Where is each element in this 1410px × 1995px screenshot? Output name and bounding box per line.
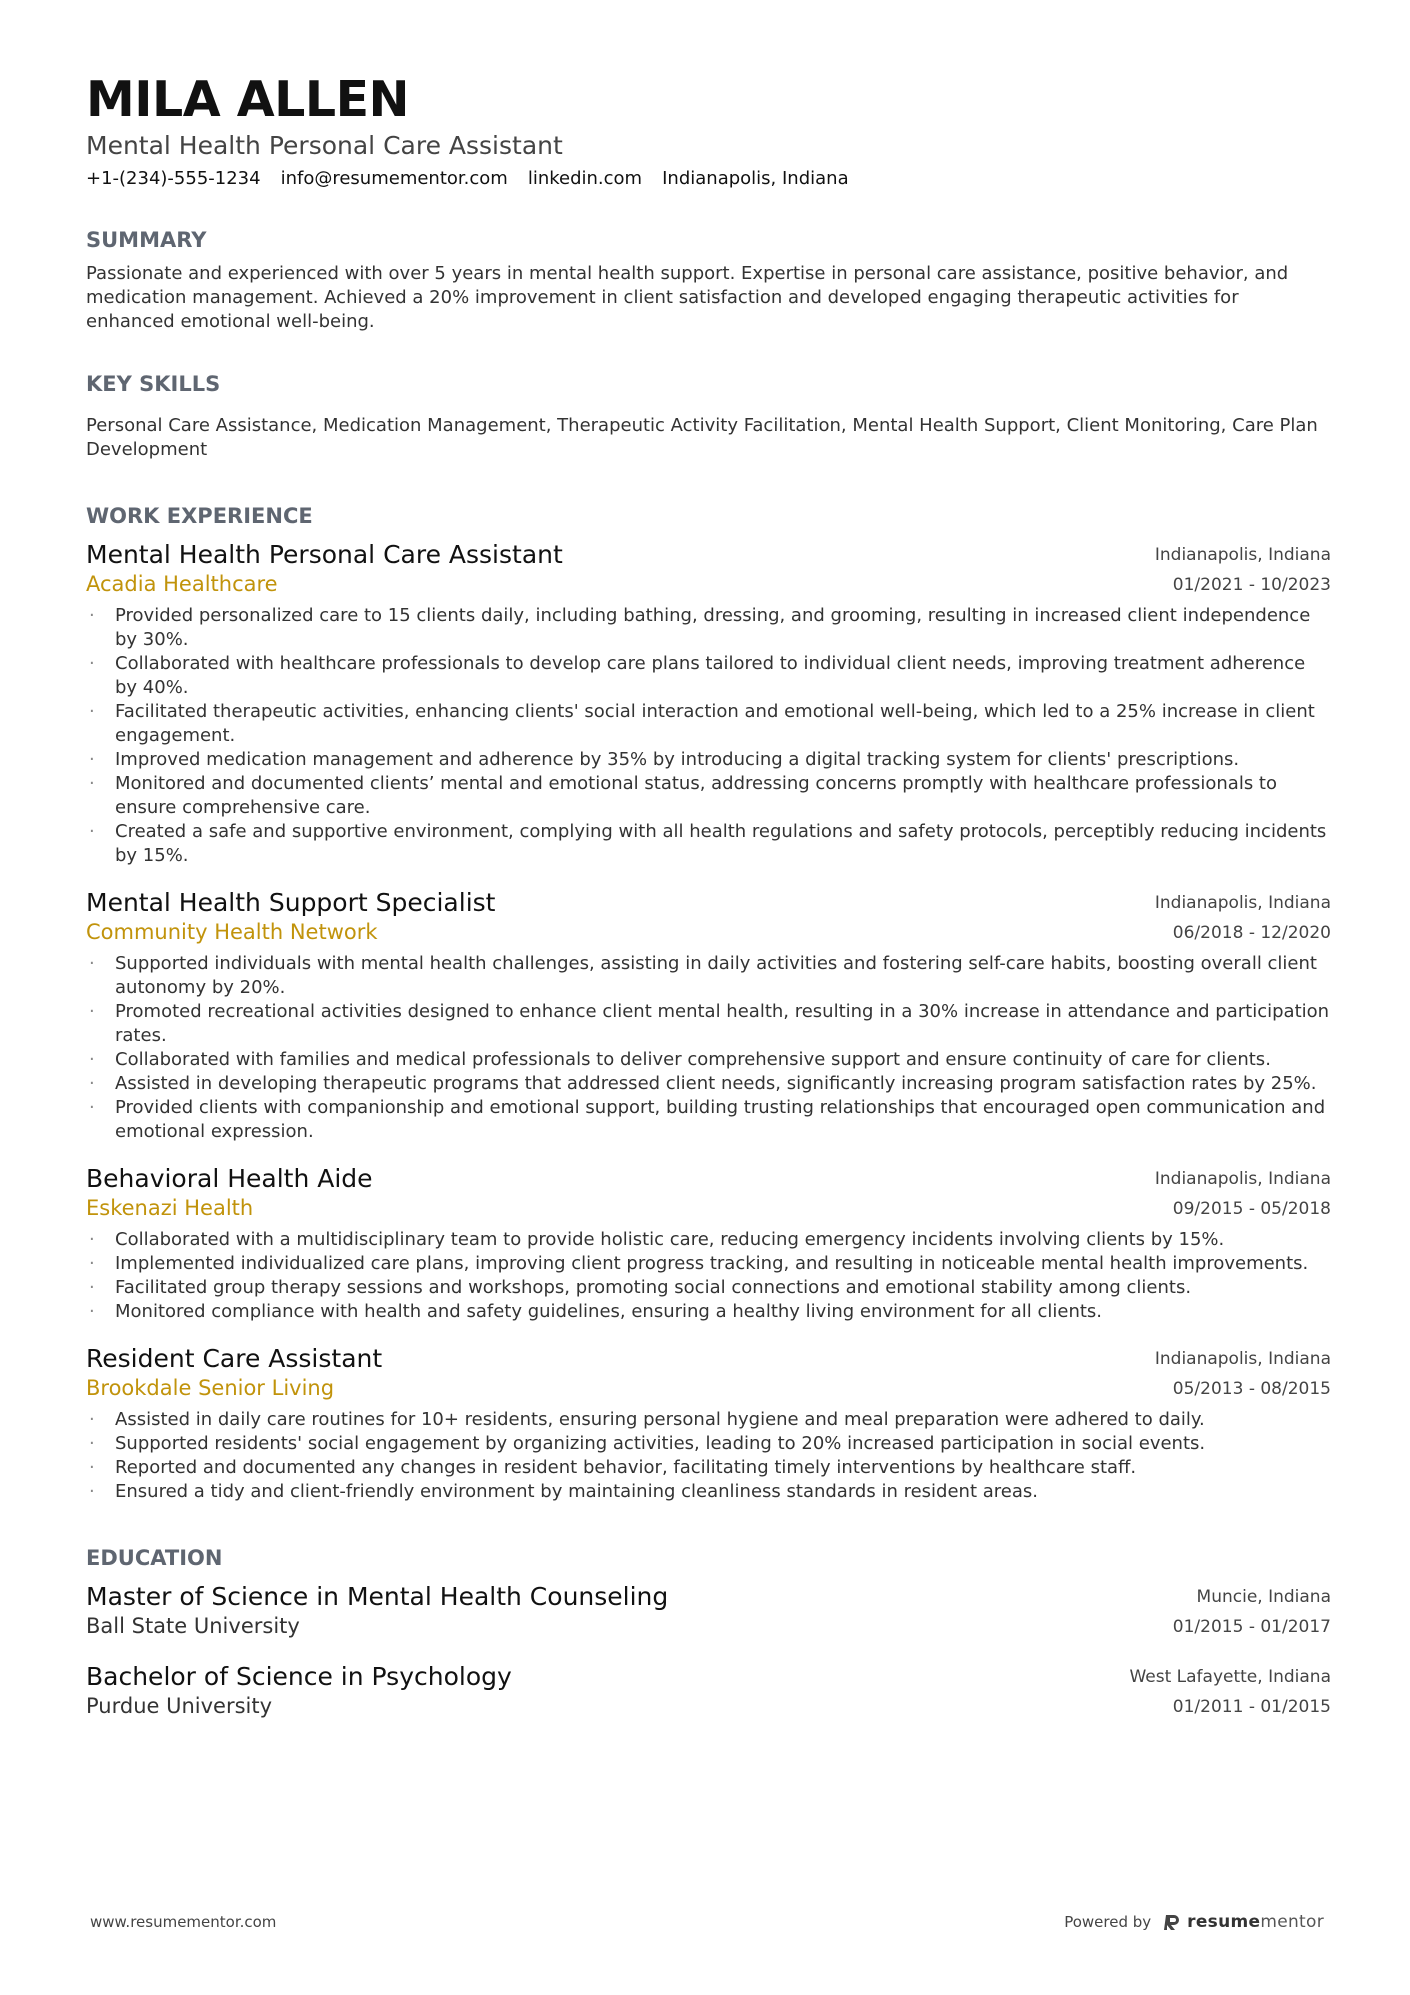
job-location: Indianapolis, Indiana xyxy=(1154,1349,1331,1369)
job-bullet: · Provided clients with companionship and emotional support, building trusting relationships that encouraged open communication and emotional expression. xyxy=(86,1096,1331,1144)
contact-linkedin[interactable]: linkedin.com xyxy=(527,168,643,189)
job-dates: 01/2021 - 10/2023 xyxy=(1172,575,1331,595)
school-name: Purdue University xyxy=(86,1694,273,1718)
degree-name: Bachelor of Science in Psychology xyxy=(86,1662,512,1691)
job-bullet: · Reported and documented any changes in resident behavior, facilitating timely interventions by healthcare staff. xyxy=(86,1456,1331,1480)
job-header xyxy=(86,1164,1331,1224)
job-bullets xyxy=(86,604,1331,868)
summary-section xyxy=(86,226,1331,334)
job-bullet: · Assisted in developing therapeutic programs that addressed client needs, significantly increasing program satisfaction rates by 25%. xyxy=(86,1072,1331,1096)
job-header-left xyxy=(86,888,495,947)
job-bullet: · Monitored and documented clients’ mental and emotional status, addressing concerns promptly with healthcare professionals to ensure comprehensive care. xyxy=(86,772,1331,820)
job-bullet: · Supported individuals with mental health challenges, assisting in daily activities and fostering self-care habits, boosting overall client autonomy by 20%. xyxy=(86,952,1331,1000)
candidate-title: Mental Health Personal Care Assistant xyxy=(86,131,563,160)
job-bullet: · Facilitated group therapy sessions and workshops, promoting social connections and emotional stability among clients. xyxy=(86,1276,1331,1300)
job-header-right xyxy=(1155,888,1331,948)
education-heading: EDUCATION xyxy=(86,1546,223,1570)
education-header-left xyxy=(86,1582,668,1641)
job-header-left xyxy=(86,1164,373,1223)
footer-website[interactable]: www.resumementor.com xyxy=(90,1913,277,1931)
job-bullet: · Assisted in daily care routines for 10+ residents, ensuring personal hygiene and meal preparation were adhered to daily. xyxy=(86,1408,1331,1432)
education-location: Muncie, Indiana xyxy=(1196,1587,1331,1607)
job-bullet: · Collaborated with families and medical professionals to deliver comprehensive support and ensure continuity of care for clients. xyxy=(86,1048,1331,1072)
resume-content xyxy=(86,72,1331,1722)
job-entry xyxy=(86,1164,1331,1324)
job-entry xyxy=(86,540,1331,868)
education-header-right xyxy=(1173,1582,1331,1642)
job-header xyxy=(86,888,1331,948)
education-header-right xyxy=(1129,1662,1331,1722)
work-experience-section xyxy=(86,502,1331,1504)
job-bullet: · Improved medication management and adherence by 35% by introducing a digital tracking system for clients' prescriptions. xyxy=(86,748,1331,772)
job-bullets xyxy=(86,952,1331,1144)
company-name: Brookdale Senior Living xyxy=(86,1376,335,1400)
job-header-right xyxy=(1155,1344,1331,1404)
job-dates: 06/2018 - 12/2020 xyxy=(1172,923,1331,943)
education-entry xyxy=(86,1582,1331,1642)
job-header-right xyxy=(1155,1164,1331,1224)
education-header xyxy=(86,1662,1331,1722)
company-name: Eskenazi Health xyxy=(86,1196,254,1220)
job-header-right xyxy=(1155,540,1331,600)
job-bullets xyxy=(86,1228,1331,1324)
job-bullets xyxy=(86,1408,1331,1504)
education-entry xyxy=(86,1662,1331,1722)
job-dates: 05/2013 - 08/2015 xyxy=(1172,1379,1331,1399)
degree-name: Master of Science in Mental Health Counseling xyxy=(86,1582,669,1611)
brand-logo[interactable] xyxy=(1163,1912,1324,1932)
skills-text: Personal Care Assistance, Medication Management, Therapeutic Activity Facilitation, Mental Health Support, Client Monitoring, Care Plan Development xyxy=(86,415,1318,460)
job-bullet: · Created a safe and supportive environment, complying with all health regulations and safety protocols, perceptibly reducing incidents by 15%. xyxy=(86,820,1331,868)
summary-heading: SUMMARY xyxy=(86,228,207,252)
job-title: Mental Health Personal Care Assistant xyxy=(86,540,563,569)
candidate-name: MILA ALLEN xyxy=(86,71,410,128)
education-list xyxy=(86,1582,1331,1722)
education-location: West Lafayette, Indiana xyxy=(1129,1667,1331,1687)
job-bullet: · Supported residents' social engagement by organizing activities, leading to 20% increased participation in social events. xyxy=(86,1432,1331,1456)
job-entry xyxy=(86,888,1331,1144)
job-dates: 09/2015 - 05/2018 xyxy=(1172,1199,1331,1219)
education-dates: 01/2015 - 01/2017 xyxy=(1172,1617,1331,1637)
job-bullet: · Promoted recreational activities designed to enhance client mental health, resulting in a 30% increase in attendance and participation rates. xyxy=(86,1000,1331,1048)
brand-name-rest: mentor xyxy=(1260,1912,1324,1932)
summary-text: Passionate and experienced with over 5 years in mental health support. Expertise in personal care assistance, positive behavior, and medication management. Achieved a 20% improvement in client satisfaction and developed engaging therapeutic activities for enhanced emotional well-being. xyxy=(86,263,1289,332)
footer-brand-area xyxy=(1064,1912,1324,1932)
education-dates: 01/2011 - 01/2015 xyxy=(1172,1697,1331,1717)
job-bullet: · Collaborated with healthcare professionals to develop care plans tailored to individual client needs, improving treatment adherence by 40%. xyxy=(86,652,1331,700)
job-title: Mental Health Support Specialist xyxy=(86,888,496,917)
contact-phone[interactable]: +1-(234)-555-1234 xyxy=(86,168,261,189)
job-location: Indianapolis, Indiana xyxy=(1154,545,1331,565)
job-bullet: · Monitored compliance with health and safety guidelines, ensuring a healthy living environment for all clients. xyxy=(86,1300,1331,1324)
job-entry xyxy=(86,1344,1331,1504)
job-list xyxy=(86,540,1331,1504)
job-title: Resident Care Assistant xyxy=(86,1344,383,1373)
job-bullet: · Implemented individualized care plans, improving client progress tracking, and resulting in noticeable mental health improvements. xyxy=(86,1252,1331,1276)
job-title: Behavioral Health Aide xyxy=(86,1164,373,1193)
job-header xyxy=(86,1344,1331,1404)
company-name: Community Health Network xyxy=(86,920,378,944)
header xyxy=(86,72,1331,192)
job-header-left xyxy=(86,540,563,599)
contact-location: Indianapolis, Indiana xyxy=(662,168,849,189)
job-bullet: · Facilitated therapeutic activities, enhancing clients' social interaction and emotional well-being, which led to a 25% increase in client engagement. xyxy=(86,700,1331,748)
job-header xyxy=(86,540,1331,600)
job-location: Indianapolis, Indiana xyxy=(1154,1169,1331,1189)
footer xyxy=(90,1912,1324,1932)
skills-section xyxy=(86,370,1331,462)
skills-heading: KEY SKILLS xyxy=(86,372,221,396)
job-header-left xyxy=(86,1344,382,1403)
job-bullet: · Collaborated with a multidisciplinary team to provide holistic care, reducing emergency incidents involving clients by 15%. xyxy=(86,1228,1331,1252)
job-bullet: · Provided personalized care to 15 clients daily, including bathing, dressing, and grooming, resulting in increased client independence by 30%. xyxy=(86,604,1331,652)
brand-name-bold: resume xyxy=(1187,1912,1261,1932)
company-name: Acadia Healthcare xyxy=(86,572,278,596)
resumementor-logo-icon xyxy=(1163,1913,1181,1931)
work-heading: WORK EXPERIENCE xyxy=(86,504,313,528)
education-section xyxy=(86,1544,1331,1722)
job-location: Indianapolis, Indiana xyxy=(1154,893,1331,913)
education-header xyxy=(86,1582,1331,1642)
school-name: Ball State University xyxy=(86,1614,300,1638)
education-header-left xyxy=(86,1662,512,1721)
powered-by-label: Powered by xyxy=(1064,1913,1152,1931)
contact-email[interactable]: info@resumementor.com xyxy=(280,168,508,189)
job-bullet: · Ensured a tidy and client-friendly environment by maintaining cleanliness standards in resident areas. xyxy=(86,1480,1331,1504)
contact-row xyxy=(86,166,1331,192)
